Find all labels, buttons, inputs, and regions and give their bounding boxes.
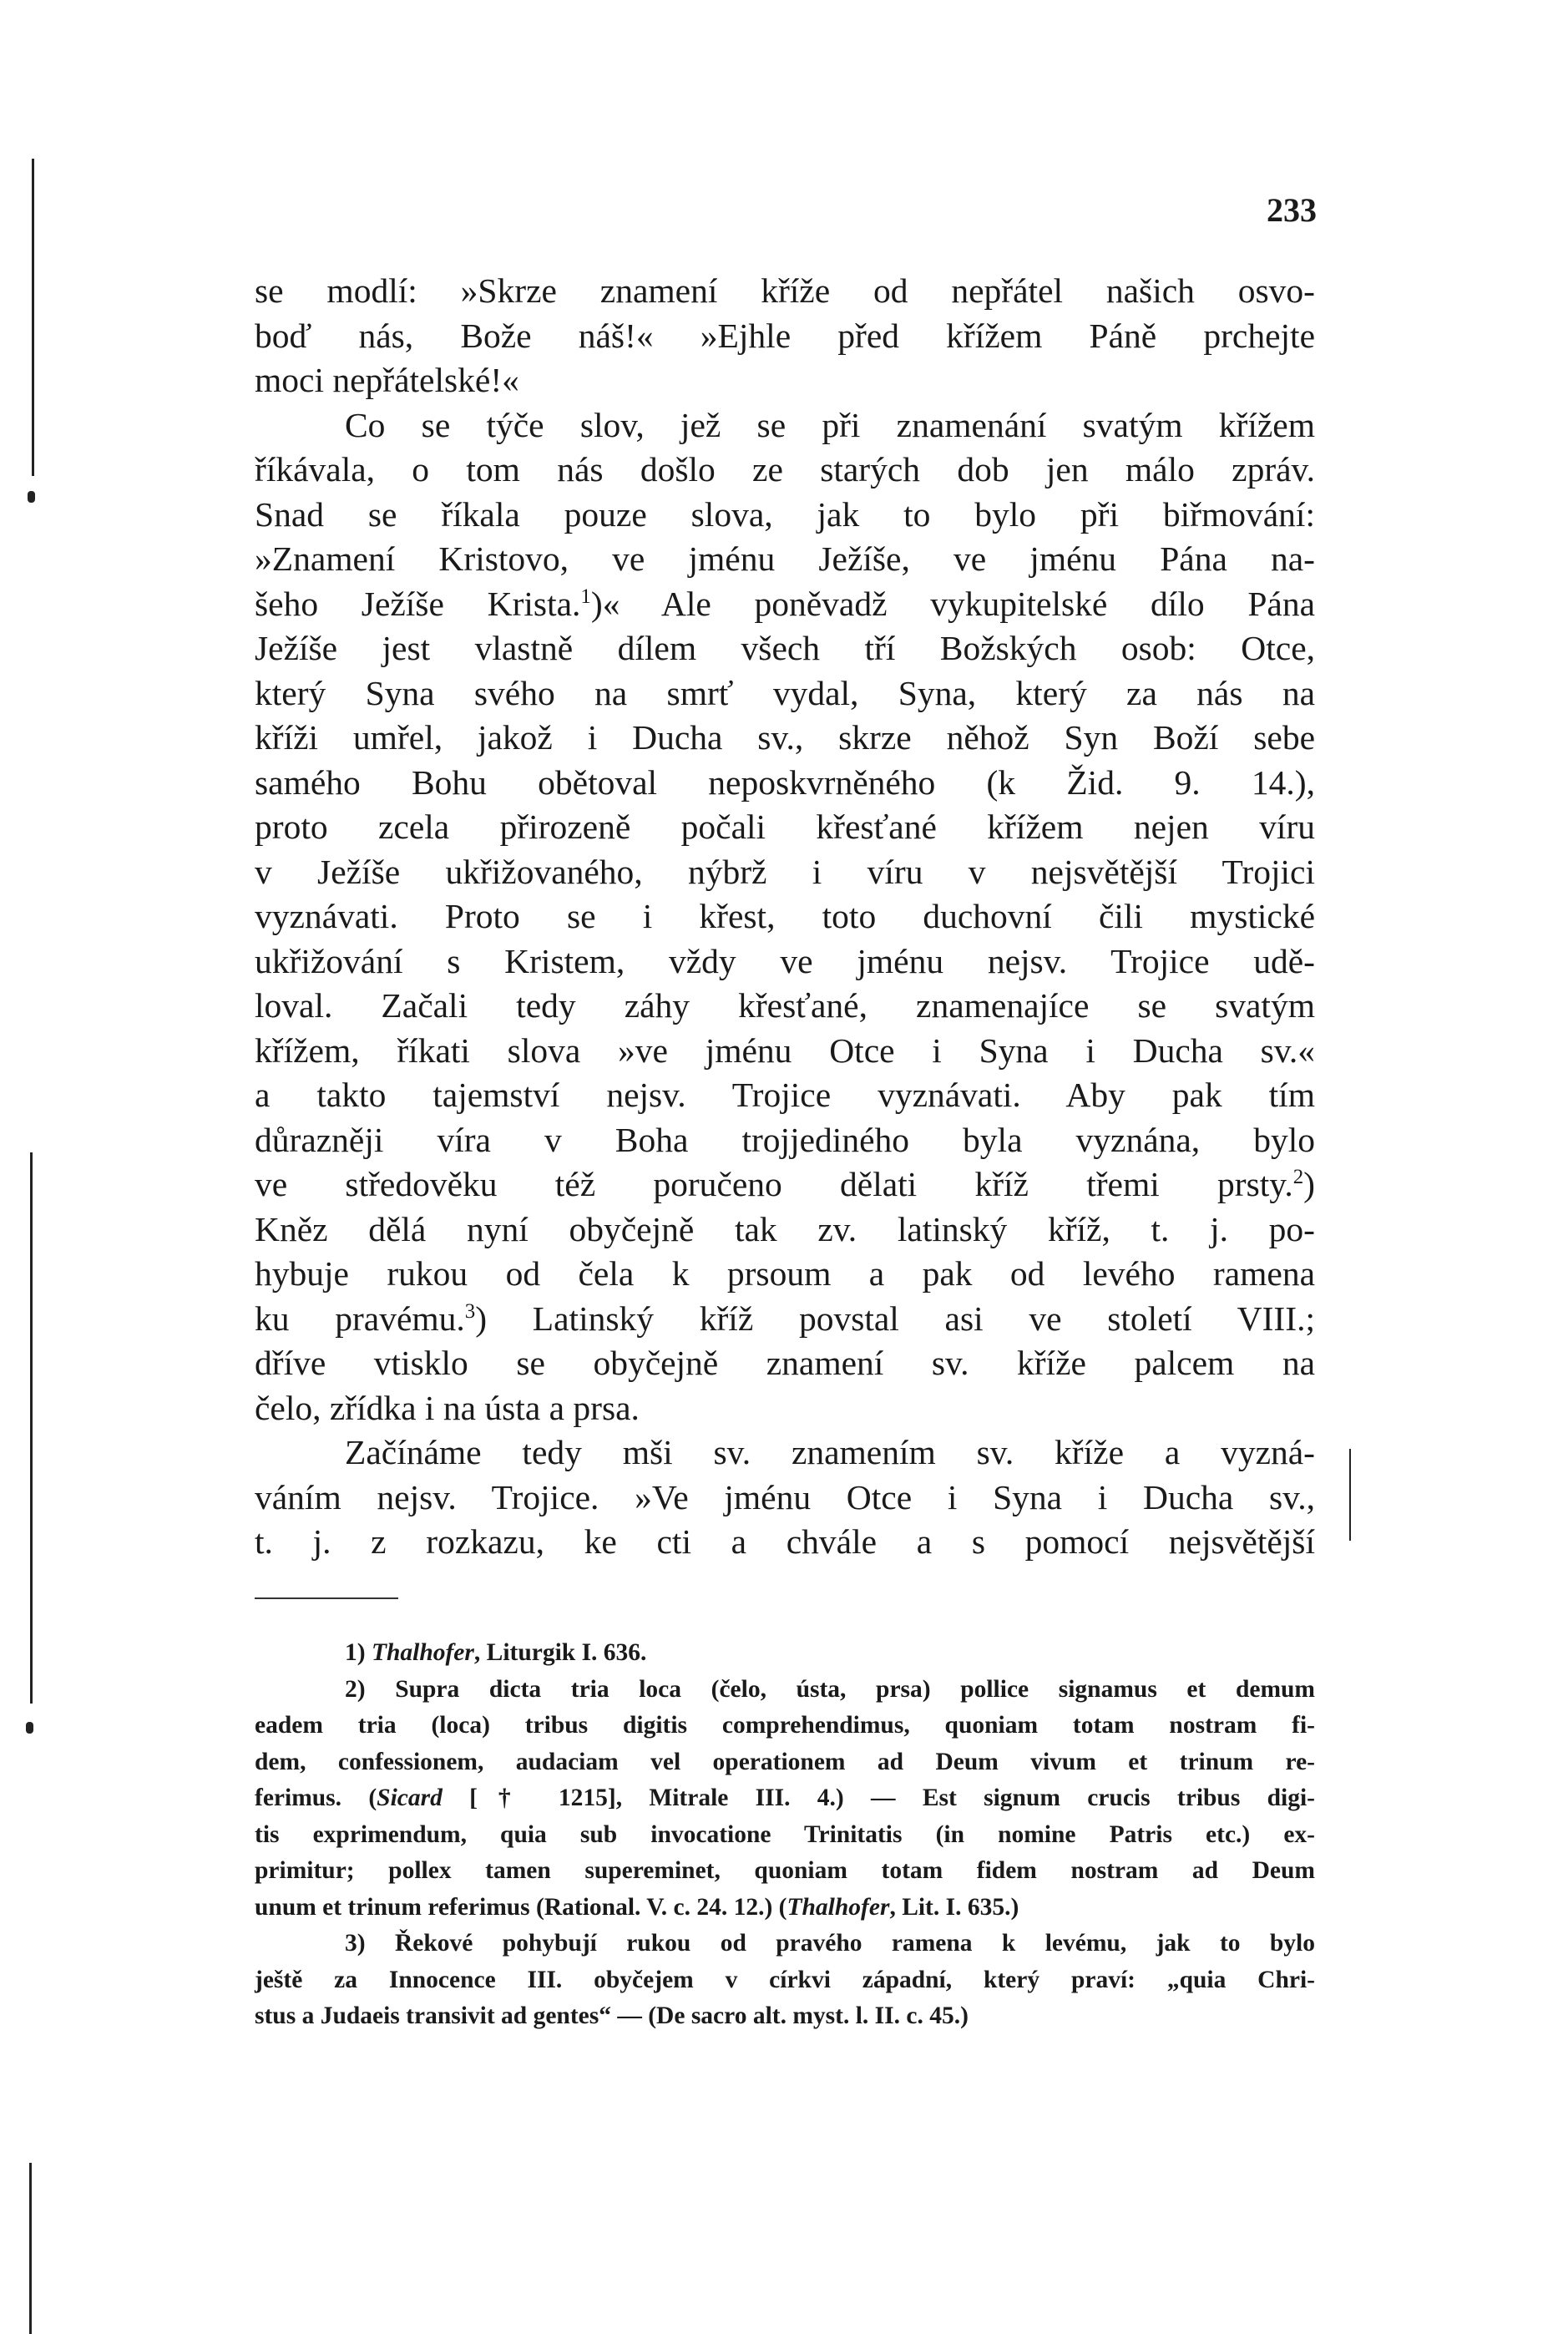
footnote-ref-3: 3 xyxy=(464,1299,476,1323)
footnote-3 xyxy=(255,1926,1315,2035)
text-line: samého Bohu obětoval neposkvrněného (k Žid. 9. 14.), xyxy=(255,762,1315,802)
footnote-text: , Liturgik I. 636. xyxy=(473,1639,647,1666)
text-line: se modlí: »Skrze znamení kříže od nepřátel našich osvo- xyxy=(255,271,1315,310)
page-number: 233 xyxy=(1267,191,1317,229)
footnote-marker: 2) xyxy=(345,1675,366,1703)
text-line: boď nás, Bože náš!« »Ejhle před křížem Páně prchejte xyxy=(255,316,1315,355)
footnote-text: [† 1215], Mitrale III. 4.) — Est signum crucis tribus digi- xyxy=(442,1785,1315,1811)
text-line: Co se týče slov, jež se při znamenání svatým křížem xyxy=(345,405,1315,444)
text-line: říkávala, o tom nás došlo ze starých dob jen málo zpráv. xyxy=(255,450,1315,489)
footnote-line: ještě za Innocence III. obyčejem v církvi západní, který praví: „quia Chri- xyxy=(255,1966,1315,1993)
footnote-author: Thalhofer xyxy=(787,1893,890,1921)
footnote-text: Supra dicta tria loca (čelo, ústa, prsa) pollice signamus et demum xyxy=(365,1675,1315,1703)
footnote-line xyxy=(255,1635,1315,1672)
footnote-text: ferimus. ( xyxy=(255,1785,377,1811)
text-line: ukřižování s Kristem, vždy ve jménu nejsv. Trojice udě- xyxy=(255,941,1315,980)
text-line: vyznávati. Proto se i křest, toto duchovní čili mystické xyxy=(255,897,1315,935)
main-text xyxy=(255,269,1315,1565)
footnote-line xyxy=(255,1672,1315,1709)
footnote-text: unum et trinum referimus (Rational. V. c. 24. 12.) ( xyxy=(255,1893,787,1921)
text-line: Snad se říkala pouze slova, jak to bylo při biřmování: xyxy=(255,494,1315,534)
scan-right-mark xyxy=(1349,1449,1351,1541)
text-line: loval. Začali tedy záhy křesťané, znamenajíce se svatým xyxy=(255,986,1315,1025)
text-line: v Ježíše ukřižovaného, nýbrž i víru v nejsvětější Trojici xyxy=(255,852,1315,891)
footnote-line: eadem tria (loca) tribus digitis comprehendimus, quoniam totam nostram fi- xyxy=(255,1712,1315,1739)
text-line: kříži umřel, jakož i Ducha sv., skrze něhož Syn Boží sebe xyxy=(255,718,1315,757)
text-line: hybuje rukou od čela k prsoum a pak od levého ramena xyxy=(255,1254,1315,1293)
scan-edge-mark-bottom xyxy=(29,2163,32,2334)
footnote-1 xyxy=(255,1635,1315,1672)
paragraph-1 xyxy=(255,269,1315,403)
footnote-marker: 3) xyxy=(345,1930,366,1957)
footnote-text: , Lit. I. 635.) xyxy=(889,1893,1019,1921)
text-line: váním nejsv. Trojice. »Ve jménu Otce i Syna i Ducha sv., xyxy=(255,1477,1315,1516)
text-line: křížem, říkati slova »ve jménu Otce i Syna i Ducha sv.« xyxy=(255,1030,1315,1070)
footnote-author: Thalhofer xyxy=(371,1639,474,1666)
footnote-text: Řekové pohybují rukou od pravého ramena k levému, jak to bylo xyxy=(365,1930,1315,1957)
text-line: proto zcela přirozeně počali křesťané křížem nejen víru xyxy=(255,808,1315,846)
text-fragment: Latinský kříž povstal asi ve století VIII.; xyxy=(487,1299,1315,1338)
footnote-divider xyxy=(255,1597,398,1599)
text-line: důrazněji víra v Boha trojjediného byla vyznána, bylo xyxy=(255,1120,1315,1159)
footnote-author: Sicard xyxy=(377,1785,443,1811)
scan-edge-dot-top xyxy=(28,491,35,503)
text-line: ve středověku též poručeno dělati kříž třemi prsty.$^2$) xyxy=(255,1165,1315,1203)
footnote-ref-2: 2 xyxy=(1292,1166,1304,1189)
text-fragment: « Ale poněvadž vykupitelské dílo Pána xyxy=(602,584,1315,623)
paragraph-2 xyxy=(255,403,1315,1431)
footnote-ref-1: 1 xyxy=(580,585,591,608)
text-line: Kněz dělá nyní obyčejně tak zv. latinský kříž, t. j. po- xyxy=(255,1209,1315,1248)
text-line: dříve vtisklo se obyčejně znamení sv. kříže palcem na xyxy=(255,1344,1315,1382)
footnote-line: stus a Judaeis transivit ad gentes“ — (De sacro alt. myst. l. II. c. 45.) xyxy=(255,2002,969,2029)
text-fragment: ve středověku též poručeno dělati kříž třemi prsty. xyxy=(255,1165,1293,1203)
footnote-line: tis exprimendum, quia sub invocatione Trinitatis (in nomine Patris etc.) ex- xyxy=(255,1820,1315,1848)
text-line: a takto tajemství nejsv. Trojice vyznávati. Aby pak tím xyxy=(255,1076,1315,1114)
text-fragment: šeho Ježíše Krista. xyxy=(255,584,581,623)
text-line: který Syna svého na smrť vydal, Syna, který za nás na xyxy=(255,673,1315,712)
text-line: »Znamení Kristovo, ve jménu Ježíše, ve jménu Pána na- xyxy=(255,539,1315,578)
text-line: t. j. z rozkazu, ke cti a chvále a s pomocí nejsvětější xyxy=(255,1522,1315,1561)
scan-edge-dot-middle xyxy=(26,1722,33,1734)
footnote-line xyxy=(255,1780,1315,1817)
scan-edge-mark-top xyxy=(32,159,34,476)
scan-edge-mark-middle xyxy=(30,1152,33,1704)
text-fragment: ku pravému. xyxy=(255,1299,465,1338)
paragraph-3 xyxy=(255,1430,1315,1565)
text-line: čelo, zřídka i na ústa a prsa. xyxy=(255,1388,640,1427)
footnote-line xyxy=(255,1926,1315,1962)
footnote-marker: 1) xyxy=(345,1639,366,1666)
footnote-line xyxy=(255,1890,1315,1926)
text-line: šeho Ježíše Krista.$^1$)« Ale poněvadž vykupitelské dílo Pána xyxy=(255,584,1315,623)
text-line: moci nepřátelské!« xyxy=(255,361,519,399)
text-line: ku pravému.$^3$) Latinský kříž povstal asi ve století VIII.; xyxy=(255,1299,1315,1338)
footnote-line: dem, confessionem, audaciam vel operationem ad Deum vivum et trinum re- xyxy=(255,1748,1315,1775)
text-line: Ježíše jest vlastně dílem všech tří Božských osob: Otce, xyxy=(255,629,1315,667)
footnotes xyxy=(255,1635,1315,2035)
footnote-line: primitur; pollex tamen supereminet, quoniam totam fidem nostram ad Deum xyxy=(255,1857,1315,1884)
text-line: Začínáme tedy mši sv. znamením sv. kříže a vyzná- xyxy=(345,1433,1315,1471)
footnote-2 xyxy=(255,1672,1315,1926)
